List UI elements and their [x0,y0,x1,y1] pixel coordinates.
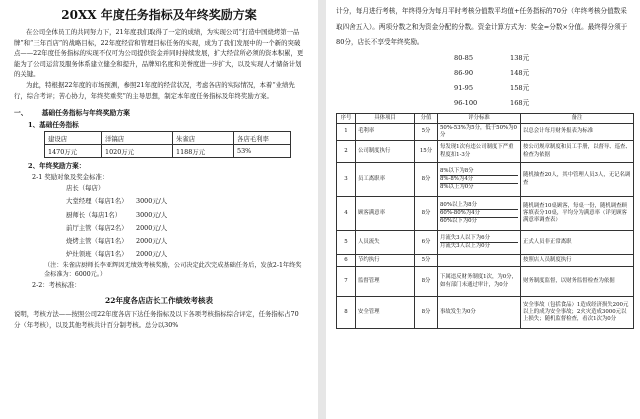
row-standard: 50%-53%为5分，低于50%为0分 [438,123,521,140]
row-number: 3 [337,163,356,197]
row-standard [438,231,521,255]
row-remark: 按照店人员制度执行 [521,255,634,267]
list-item: 烧烤主管（每店1名） 2000元/人 [66,236,168,245]
row-score: 5分 [415,255,438,267]
intro-paragraph-2: 为此，特根据22年度的市场预测，参照21年度的经营状况，考虑各店的实际情况，本着“业绩先行，综合考评；苦心协力，年终奖重奖”的主导思想，制定本年度任务指标及年终奖励方案。 [14,80,295,100]
table-row [337,141,634,163]
row-item: 节约执行 [356,255,415,267]
row-item: 人员流失 [356,231,415,255]
row-standard [438,197,521,231]
evaluation-subtitle: 22年度各店店长工作绩效考核表 [105,296,213,306]
row-number: 7 [337,267,356,297]
row-number: 8 [337,297,356,329]
row-item: 员工离职率 [356,163,415,197]
column-header: 备注 [521,113,634,123]
row-score: 5分 [415,123,438,140]
table-header-row [337,113,634,123]
list-item: 91-95 158元 [454,83,530,92]
row-standard: 事故发生为0分 [438,297,521,329]
list-item: 前厅主管（每店2名） 2000元/人 [66,223,168,232]
row-item: 公司制度执行 [356,141,415,163]
standard-line: 60%以下为0分 [440,217,518,225]
row-number: 1 [337,123,356,140]
table-cell: 1470万元 [45,145,102,158]
list-item: 厨师长（每店1名） 3000元/人 [66,210,168,219]
row-remark: 财务制度监督，以财务监督检查为依据 [521,267,634,297]
sub-heading-reward-plan: 2、年终奖励方案： [28,162,86,171]
standard-line: 60%-80%为4分 [440,209,518,217]
section-number: 一、 [14,109,28,118]
section-label: 基础任务指标与年终奖励方案 [41,109,130,118]
table-row [337,255,634,267]
left-page [0,0,318,419]
table-cell: 各店毛利率 [234,132,291,145]
table-row [337,123,634,140]
list-item: 96-100 168元 [454,98,530,107]
sub-heading-reward-standard: 2-1 奖励对象及奖金标准： [32,173,109,182]
table-row [45,132,291,145]
document-title: 20XX 年度任务指标及年终奖励方案 [61,8,257,22]
bonus-formula-paragraph: 计分，每月进行考核，年终得分为每月平时考核分值数平均值+任务指标的70分（年终考核分值数采取四舍五入）。两项分数之和为资金分配的分数。资金计算方式为：奖金=分数×分值。最终得分须于80分，店长不享受年终奖励。 [336,7,628,46]
table-cell: 朱雀店 [173,132,234,145]
row-remark: 安全事故（包括食品）1造成经济损失200元以上的成为安全事故；2火灾造成3000元以上损失；随机监督检查，看次1次为0分 [521,297,634,329]
row-score: 6分 [415,231,438,255]
right-page [326,0,640,419]
table-cell: 建设店 [45,132,102,145]
list-item: 86-90 148元 [454,68,530,77]
evaluation-table-body [337,123,634,328]
score-value-list [454,51,632,111]
row-item: 安全管理 [356,297,415,329]
row-number: 5 [337,231,356,255]
row-item: 毛利率 [356,123,415,140]
row-score: 8分 [415,297,438,329]
row-remark: 随机抽查20人，其中管理人员3人，无记名调查 [521,163,634,197]
column-header: 分值 [415,113,438,123]
evaluation-table [336,113,634,330]
standard-line: 80%以上为8分 [440,201,477,208]
table-row [45,145,291,158]
row-score: 8分 [415,163,438,197]
row-score: 15分 [415,141,438,163]
row-number: 6 [337,255,356,267]
intro-paragraph-1: 在公司全体员工的共同努力下，21年度我们取得了一定的成绩，为实现公司“打造中国烧烤第一品牌”和“三年百店”的战略目标，22年度经营和管理目标任务的实现，成为了我们发展中的一个新的突破点——22年度任务指标的实现不仅可为公司提供资金并同时持续发展，扩大经营所必须的资本积累，更能为了公司运营及服务体系建立健全和提升，品牌知名度和美誉度进一步扩大，以及实现人才储备计划的关键。 [14,28,304,79]
table-row [337,231,634,255]
standard-line: 月流失3人以上为0分 [440,242,518,250]
row-number: 2 [337,141,356,163]
table-cell: 洋镐店 [102,132,173,145]
row-standard [438,255,521,267]
row-remark: 按公司规章制度和员工手册，以督导、巡查、检查为依据 [521,141,634,163]
row-score: 8分 [415,197,438,231]
row-number: 4 [337,197,356,231]
sub-heading-evaluation: 2-2：考核标准： [32,281,81,290]
section-heading-1 [14,107,304,117]
standard-line: 月流失3人以下为6分 [440,234,490,241]
column-header: 评分标准 [438,113,521,123]
table-row [337,163,634,197]
row-remark: 随机调查10桌顾客，每桌一份，随机调查顾客填表分10桌，平均分为满意率（详见顾客满意率调查表） [521,197,634,231]
row-item: 顾客满意率 [356,197,415,231]
row-standard: 下属违反财务制度1次，为0分，如有部门未通过审计，为0分 [438,267,521,297]
table-row [337,297,634,329]
row-remark: 正式人员非正常离职 [521,231,634,255]
row-score: 8分 [415,267,438,297]
base-task-table [44,131,291,158]
row-item: 监督管理 [356,267,415,297]
standard-line: 8%以下为8分 [440,167,474,174]
table-cell: 53% [234,145,291,158]
table-cell: 1020万元 [102,145,173,158]
row-remark: 以总会计每月财务报表为标准 [521,123,634,140]
row-standard: 每发现1次有违公司制度下严重程度扣1-3分 [438,141,521,163]
list-item: 大堂经理（每店1名） 3000元/人 [66,197,168,206]
list-item: 80-85 138元 [454,53,530,62]
reward-note: （注：朱雀店厨师长李亚辉因无绩效考核奖励，公司决定此次完成基础任务后，发放2-1年终奖金标准为：6000元。） [44,262,302,279]
column-header: 具体项目 [356,113,415,123]
column-header: 序号 [337,113,356,123]
table-row [337,267,634,297]
list-item: 炉灶领班（每店1名） 2000元/人 [66,250,168,259]
table-cell: 1188万元 [173,145,234,158]
sub-heading-base-tasks: 1、基础任务指标 [28,121,79,130]
list-item: 店长（每店） [66,184,105,193]
row-standard [438,163,521,197]
reward-list [66,182,304,261]
evaluation-explanation: 说明，考核方法——按照公司22年度各店下达任务指标及以下各项考核指标综合评定，任务指标占70分（年考核），以及其他考核共计百分制考核。总分以30% [14,310,299,329]
table-row [337,197,634,231]
standard-line: 8%-8%为4分 [440,175,518,183]
standard-line: 8%以上为0分 [440,183,518,191]
